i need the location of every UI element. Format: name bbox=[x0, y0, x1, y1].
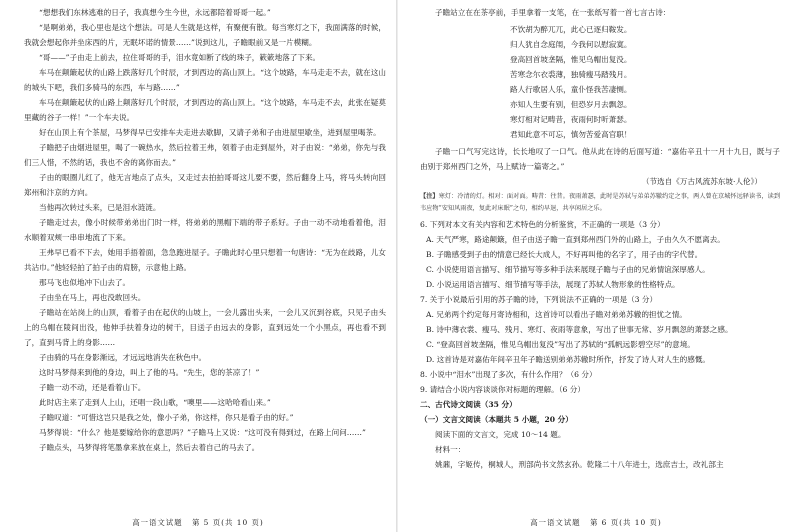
right-page bbox=[398, 0, 794, 532]
story-paragraph: 子瞻叹道：“可惜这岂只是我之处，像小子弟，你这样，你只是看子由的好。” bbox=[39, 413, 294, 422]
answer-option: A. 天气严寒，路途颠簸，但子由送子瞻一直到郑州西门外的山路上，子由久久不愿离去。 bbox=[426, 235, 725, 244]
story-paragraph: 好在山顶上有个茶屋，马梦得早已安排车夫走进去歇脚，又请子弟和子由进屋里歇坐，进到屋里喝茶。 bbox=[39, 128, 381, 137]
poem-line: 寒灯相对记畴昔，夜雨何时听萧瑟。 bbox=[510, 115, 632, 124]
poem-line: 不饮胡为醉兀兀，此心已逐归鞍发。 bbox=[510, 25, 632, 34]
story-paragraph: 子由坐在马上，再也没敢回头。 bbox=[39, 293, 146, 302]
story-paragraph: “是啊弟弟，我心里也是这个想法。可是人生就是这样，有聚便有散。每当寒灯之下，我面满落的时候，我就会想起你并坐床西的片，无眠坏诺的情景……”说到这儿，子瞻眼前又是一片模糊。 bbox=[24, 23, 386, 47]
story-paragraph: 子瞻走过去，像小时候带弟弟出门时一样，将弟弟的黑帽下端的带子系好。子由一动不动地看着他，泪水顺着双颊一串串地流了下来。 bbox=[24, 218, 386, 242]
answer-option: D. 这首诗是对嘉佑年间辛丑年子瞻送别弟弟苏辙时所作，抒发了诗人对人生的感慨。 bbox=[426, 355, 711, 364]
story-paragraph: “想想我们东林逃难的日子，我真想今生今世，永远都陪着哥哥一起。” bbox=[39, 8, 271, 17]
story-paragraph: 子瞻点头，马梦得将笔墨拿来放在桌上，然后去着自己的马去了。 bbox=[39, 443, 260, 452]
right-page-footer bbox=[398, 517, 794, 528]
annotation-note bbox=[420, 191, 780, 214]
story-paragraph: “哥——”子由走上前去，拉住哥哥的手，泪水竟如断了线的珠子，簌簌地落了下来。 bbox=[39, 53, 321, 62]
note-text: 寒灯：冷清的灯。相对：面对面。畴昔：往昔。夜雨萧瑟，此时是苏轼与弟弟苏辙约定之事，两人曾在京城怀远驿读书，读到韦应物“安知风雨夜，复此对床眠”之句，相约早退，共享闲居之乐。 bbox=[420, 193, 780, 212]
source-citation: （节选自《万古风流苏东坡·人伦》） bbox=[641, 177, 762, 186]
answer-option: C. “登高回首坡垄隔，惟见乌帽出复没”写出了苏轼的“孤帆远影碧空尽”的意境。 bbox=[426, 340, 695, 349]
footer-title: 高一语文试题 bbox=[530, 518, 581, 527]
story-paragraph: 车马在颠簸起伏的山路上颠落好几个时辰，才到西边的高山顶上。“这个坡路，车马走不去，此张在疑莫里藏的谷子一样！”一个车夫说。 bbox=[24, 98, 386, 122]
story-paragraph: 那马飞也似地冲下山去了。 bbox=[39, 278, 131, 287]
story-paragraph: 子瞻站在站岗上的山顶，看着子由在起伏的山坡上，一会儿露出头来，一会儿又沉到谷底，只见子由头上的乌帽在陵间出没，他伸手扶着身边的树干，目送子由远去的身影，直到远处一个小黑点，再也看不到了，直到马背上的身影…… bbox=[24, 308, 386, 347]
footer-title: 高一语文试题 bbox=[132, 518, 183, 527]
story-paragraph: 马梦得说：“什么？他是要嫁给你的意思吗？”子瞻马上又说：“这可没有得到过，在路上问问……” bbox=[39, 428, 366, 437]
right-page-intro bbox=[420, 5, 780, 20]
answer-option: A. 兄弟两个约定每月寄诗相和，这首诗可以看出子瞻对弟弟苏辙的担忧之情。 bbox=[426, 310, 687, 319]
section-2-heading: 二、古代诗文阅读（35 分） bbox=[420, 400, 517, 409]
poem-line: 君知此意不可忘，慎勿苦爱高官职！ bbox=[510, 130, 632, 139]
answer-option: B. 诗中薄衣裳、瘦马、残月、寒灯、夜雨等意象，写出了世事无常、岁月飘忽的萧瑟之感。 bbox=[426, 325, 733, 334]
after-poem-paragraph: 子瞻一口气写完这诗，长长地叹了一口气。他从此在诗的后面写道：“嘉佑辛丑十一月十九日，既与子由别于郑州西门之外，马上赋诗一篇寄之。” bbox=[420, 147, 780, 171]
story-paragraph: 车马在颠簸起伏的山路上跌落好几个时辰，才到西边的高山顶上。“这个坡路，车马走走不去，就在这山的城头下吧，我们多骑马的东西，车与路……” bbox=[24, 68, 386, 92]
poem-block bbox=[510, 22, 780, 142]
subsection-instruction: 阅读下面的文言文，完成 10～14 题。 bbox=[435, 430, 566, 439]
footer-page-number: 第 5 页(共 10 页) bbox=[191, 518, 264, 527]
left-page-body bbox=[24, 5, 386, 455]
intro-paragraph: 子瞻站立在在茶亭前，手里拿着一支笔，在一张纸写着一首七言古诗： bbox=[435, 8, 671, 17]
note-tag: 【注】 bbox=[420, 193, 439, 200]
after-poem-text bbox=[420, 144, 780, 174]
question-9: 9. 请结合小说内容谈谈你对标题的理解。（6 分） bbox=[420, 385, 585, 394]
question-6-options bbox=[420, 232, 780, 292]
question-6: 6. 下列对本文有关内容和艺术特色的分析鉴赏，不正确的一项是（3 分） bbox=[420, 220, 665, 229]
story-paragraph: 这时马梦得来到他的身边，叫上了他的马。“先生，您的茶凉了！” bbox=[39, 368, 260, 377]
story-paragraph: 子瞻把子由烟进屋里，喝了一碗热水，然后拉着王弗，领着子由走到屋外，对子由说：“弟弟，你先与我们三人惜，不然的话，我也不舍的离你而去。” bbox=[24, 143, 386, 167]
question-7: 7. 关于小说最后引用的苏子瞻的诗，下列说法不正确的一项是（3 分） bbox=[420, 295, 658, 304]
material-label: 材料一： bbox=[435, 445, 466, 454]
left-page-footer bbox=[0, 517, 396, 528]
story-paragraph: 当他再次转过头来，已是泪水涟涟。 bbox=[39, 203, 161, 212]
answer-option: C. 小说使用语言描写、细节描写等多种手法来展现子瞻与子由的兄弟情谊深厚感人。 bbox=[426, 265, 710, 274]
question-8: 8. 小说中“泪水”出现了多次，有什么作用？（6 分） bbox=[420, 370, 597, 379]
poem-line: 路人行歌居人乐，童仆怪我苦凄恻。 bbox=[510, 85, 632, 94]
footer-page-number: 第 6 页(共 10 页) bbox=[589, 518, 662, 527]
story-paragraph: 王弗早已看不下去，她用手捂着面，急急跑进屋子。子瞻此时心里只想着一句唐诗：“无为在歧路，儿女共沾巾。”他轻轻拍了拍子由的肩膀，示意他上路。 bbox=[24, 248, 386, 272]
story-paragraph: 子由骑的马在身影渐远，才远远地消失在秋色中。 bbox=[39, 353, 207, 362]
poem-line: 登高回首坡垄隔，惟见乌帽出复没。 bbox=[510, 55, 632, 64]
poem-line: 归人犹自念庭闱，今我何以慰寂寞。 bbox=[510, 40, 632, 49]
poem-line: 亦知人生要有别，但恐岁月去飘忽。 bbox=[510, 100, 632, 109]
story-paragraph: 子瞻一动不动，还是看着山下。 bbox=[39, 383, 146, 392]
answer-option: D. 小说运用语言描写、细节描写等手法，展现了苏轼人物形象的性格特点。 bbox=[426, 280, 680, 289]
question-7-options bbox=[420, 307, 780, 367]
subsection-heading: （一）文言文阅读（本题共 5 小题，20 分） bbox=[420, 415, 573, 424]
story-paragraph: 此时店主来了走到人上山，还唱一段山歌，“噢里——这哈哈看山来。” bbox=[39, 398, 271, 407]
answer-option: B. 子瞻感受到子由的情意已经长大成人，不好再叫他的名字了，用子由的字代替。 bbox=[426, 250, 703, 259]
story-paragraph: 子由的眼圈儿红了，他无言地点了点头，又走过去拍拍哥哥这儿要不要，然后翻身上马，将马头转向回郑州和汴京的方向。 bbox=[24, 173, 386, 197]
left-page bbox=[0, 0, 396, 532]
material-text: 姚鼐，字姬传，桐城人，刑部尚书文然玄孙。乾隆二十八年进士，选庶吉士，改礼部主 bbox=[435, 460, 724, 469]
poem-line: 苦寒念尔衣裘薄，独骑瘦马踏残月。 bbox=[510, 70, 632, 79]
